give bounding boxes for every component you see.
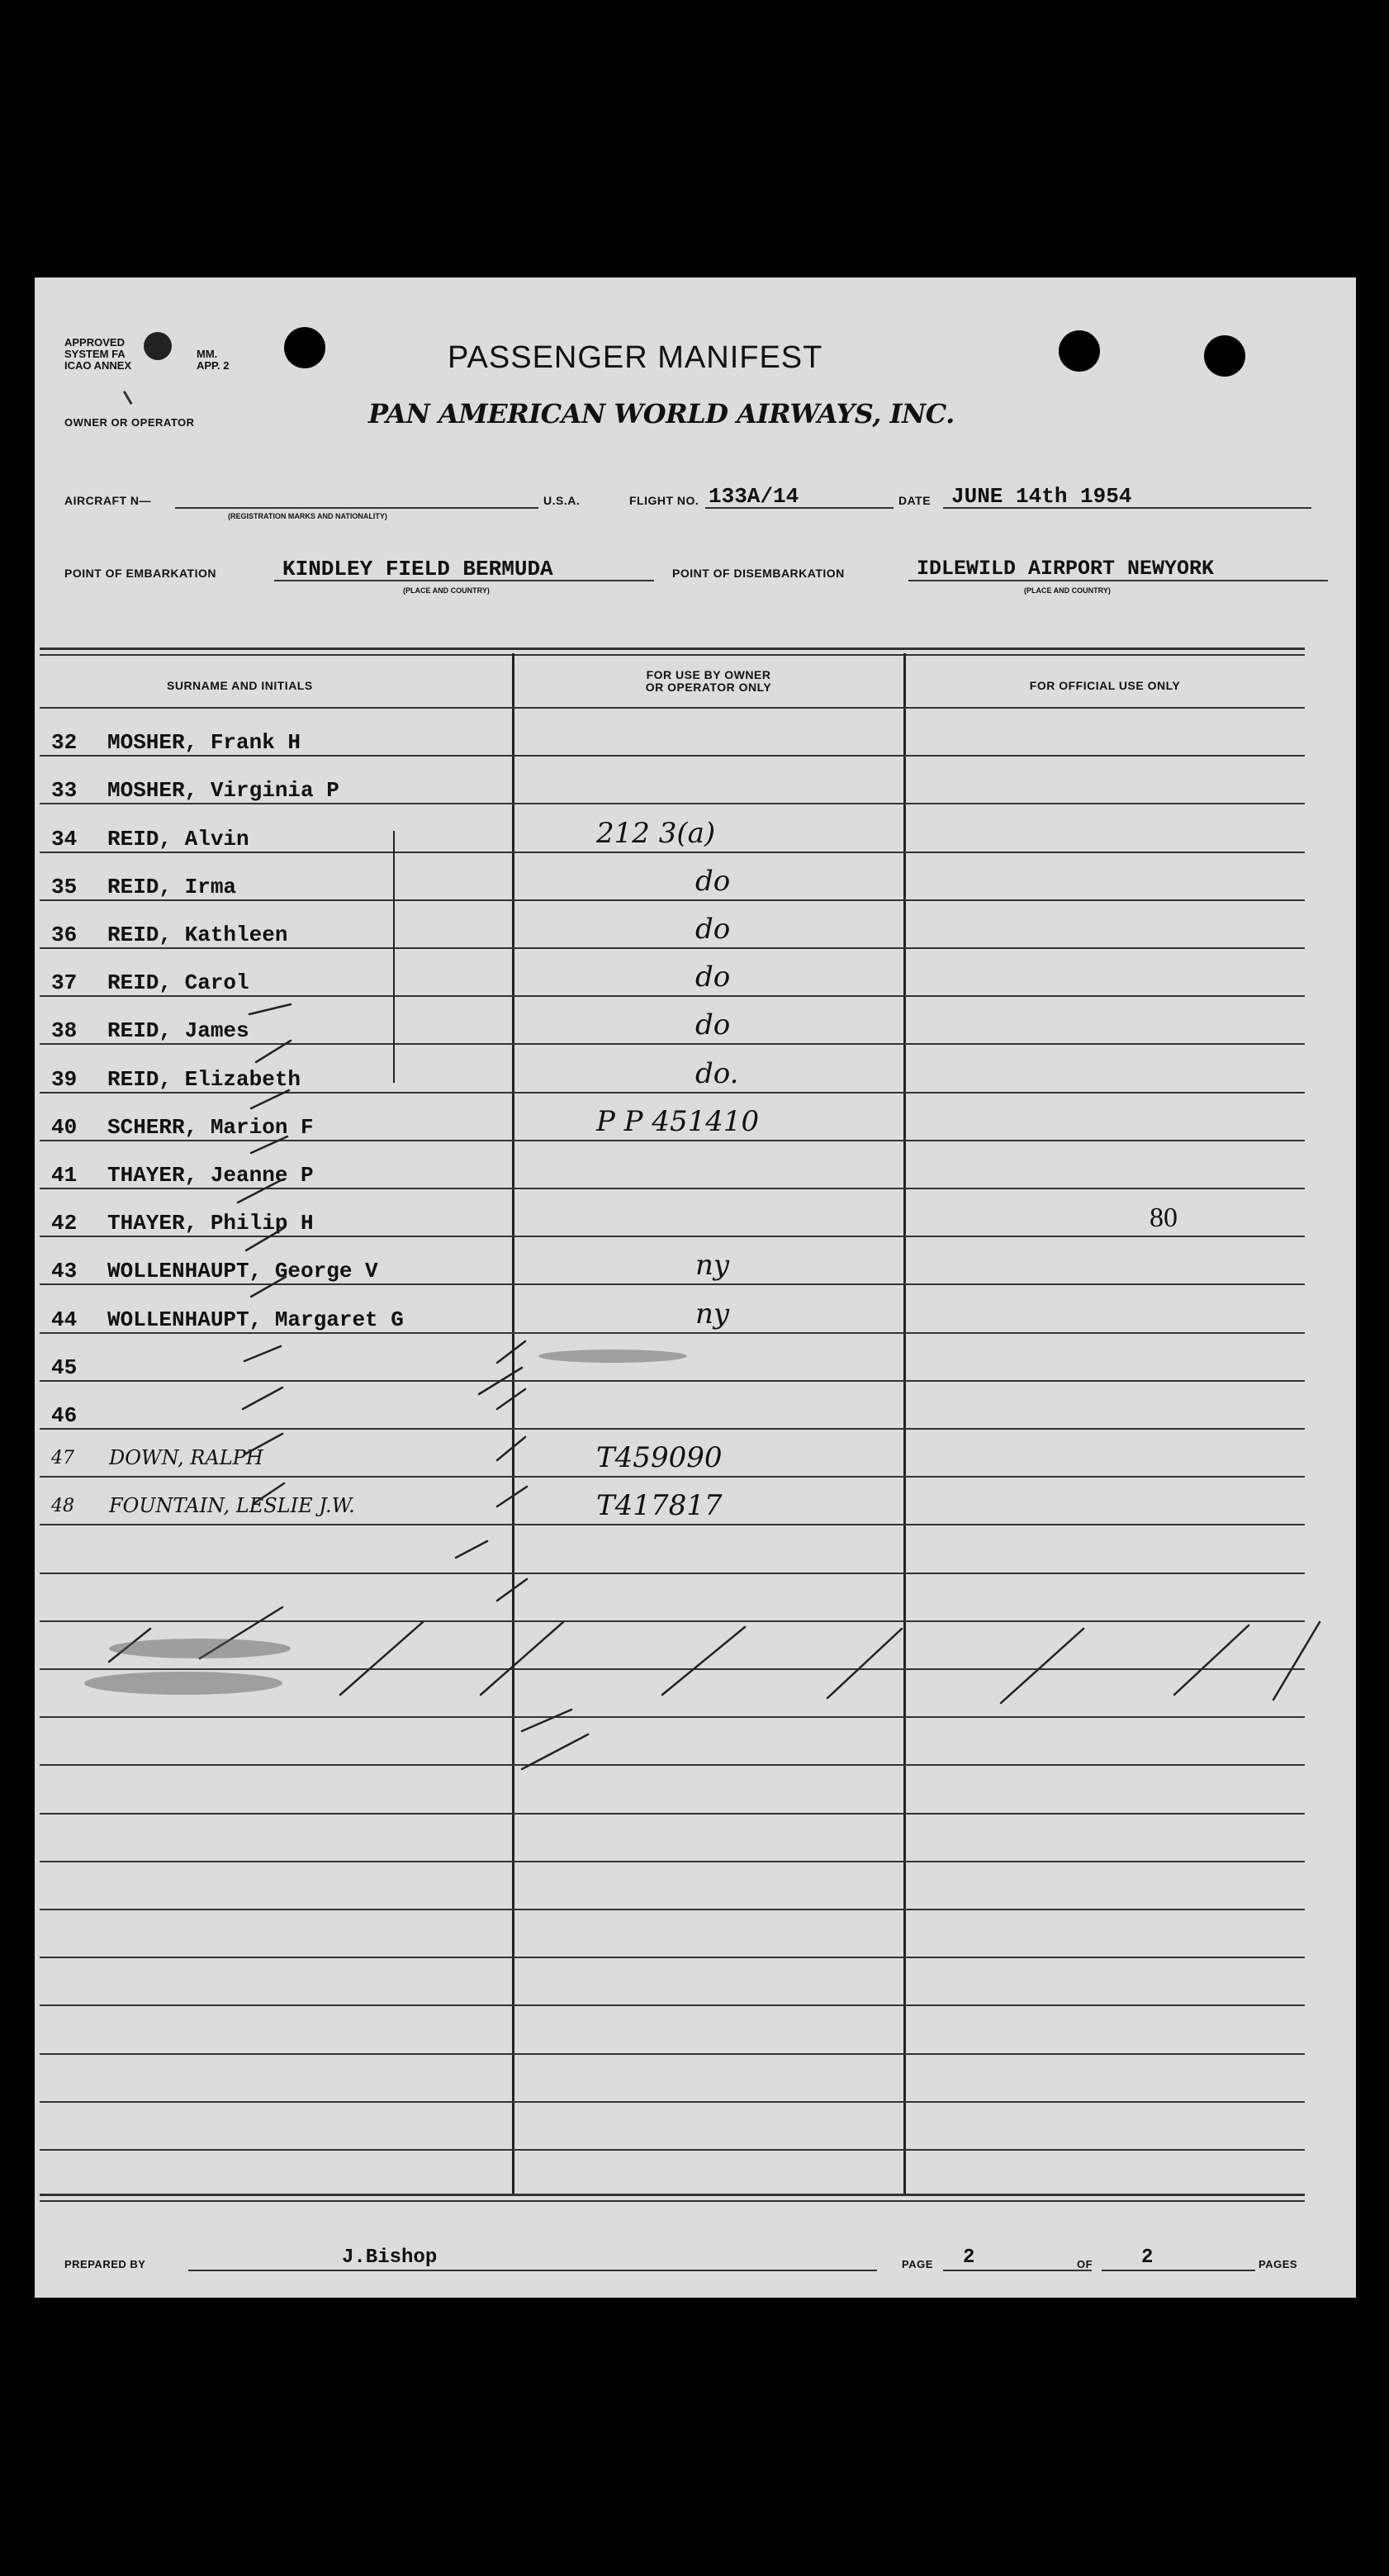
tick-mark	[497, 1389, 525, 1409]
passenger-name: REID, James	[107, 1018, 249, 1044]
row-number: 39	[51, 1066, 78, 1092]
embark-label: POINT OF EMBARKATION	[64, 567, 216, 580]
row-number: 37	[51, 970, 78, 996]
tick-mark	[497, 1437, 525, 1460]
passenger-name: REID, Elizabeth	[107, 1066, 301, 1092]
passenger-name: REID, Alvin	[107, 826, 249, 852]
tick-mark	[497, 1487, 527, 1506]
passenger-name: THAYER, Philip H	[107, 1211, 314, 1236]
passenger-name: WOLLENHAUPT, Margaret G	[107, 1307, 404, 1332]
row-number: 45	[51, 1354, 78, 1380]
flight-number: 133A/14	[709, 484, 799, 509]
row-number: 32	[51, 730, 78, 756]
row-number: 48	[51, 1496, 74, 1517]
owner-notation: T459090	[596, 1441, 723, 1475]
page-number: 2	[963, 2246, 975, 2269]
of-underline	[1102, 2270, 1255, 2271]
official-notation: 80	[1150, 1203, 1178, 1234]
strike-line	[340, 1622, 423, 1695]
row-number: 34	[51, 826, 78, 852]
passenger-name: THAYER, Jeanne P	[107, 1163, 314, 1188]
passenger-name: WOLLENHAUPT, George V	[107, 1259, 378, 1284]
row-number: 46	[51, 1403, 78, 1428]
tick-mark	[254, 1483, 284, 1503]
disembark-label: POINT OF DISEMBARKATION	[672, 567, 845, 580]
smudge	[84, 1672, 282, 1695]
column-header-owner-line-2: OR OPERATOR ONLY	[645, 681, 772, 694]
smudge	[109, 1639, 291, 1658]
table-bottom-border-2	[40, 2200, 1305, 2202]
page-underline	[943, 2270, 1092, 2271]
row-number: 38	[51, 1018, 78, 1044]
tick-mark	[249, 1004, 291, 1014]
prepared-by: J.Bishop	[342, 2246, 438, 2269]
passenger-name: REID, Carol	[107, 970, 249, 996]
passenger-name: REID, Irma	[107, 874, 237, 899]
owner-notation: do	[695, 1008, 731, 1042]
column-header-owner-line-1: FOR USE BY OWNER	[646, 668, 771, 681]
row-number: 40	[51, 1114, 78, 1140]
date-label: DATE	[898, 494, 932, 507]
tick-mark	[522, 1710, 571, 1731]
passenger-name: MOSHER, Virginia P	[107, 778, 339, 804]
embark-point: KINDLEY FIELD BERMUDA	[282, 557, 553, 581]
disembark-caption: (PLACE AND COUNTRY)	[1024, 586, 1111, 595]
strike-line	[1273, 1622, 1320, 1700]
table-bottom-border	[40, 2194, 1305, 2196]
column-header-surname: SURNAME AND INITIALS	[167, 679, 313, 692]
tick-mark	[251, 1090, 289, 1108]
embark-caption: (PLACE AND COUNTRY)	[403, 586, 490, 595]
tick-mark	[243, 1388, 282, 1409]
passenger-name: MOSHER, Frank H	[107, 730, 301, 756]
tick-mark	[251, 1277, 286, 1297]
tick-mark	[497, 1579, 527, 1601]
approval-line: ICAO ANNEX	[64, 359, 132, 372]
passenger-name: DOWN, RALPH	[109, 1446, 263, 1470]
row-number: 41	[51, 1163, 78, 1188]
of-label: OF	[1077, 2258, 1093, 2270]
passenger-name: REID, Kathleen	[107, 923, 288, 947]
tick-mark	[244, 1346, 281, 1361]
tick-mark	[256, 1041, 291, 1062]
nationality: U.S.A.	[543, 494, 581, 507]
strike-line	[1001, 1629, 1083, 1703]
strike-line	[827, 1629, 902, 1698]
total-pages: 2	[1141, 2246, 1154, 2269]
row-number: 36	[51, 923, 78, 947]
registration-caption: (REGISTRATION MARKS AND NATIONALITY)	[228, 512, 387, 520]
aircraft-label: AIRCRAFT N—	[64, 494, 152, 507]
row-number: 44	[51, 1307, 78, 1332]
row-number: 43	[51, 1259, 78, 1284]
owner-notation: P P 451410	[596, 1104, 760, 1138]
tick-mark	[479, 1368, 522, 1394]
disembark-point: IDLEWILD AIRPORT NEWYORK	[917, 557, 1215, 581]
page-label: PAGE	[902, 2258, 933, 2270]
owner-notation: T417817	[596, 1489, 723, 1523]
passenger-name: FOUNTAIN, LESLIE J.W.	[109, 1494, 355, 1518]
approval-line: APP. 2	[197, 359, 230, 372]
column-header-official: FOR OFFICIAL USE ONLY	[1029, 679, 1181, 692]
strike-marks	[35, 278, 1356, 2298]
manifest-sheet	[35, 278, 1356, 2298]
strike-line	[1174, 1625, 1249, 1695]
tick-mark	[522, 1734, 588, 1769]
approval-line: APPROVED	[64, 336, 125, 349]
tick-mark	[238, 1179, 282, 1203]
smudge	[538, 1350, 687, 1363]
flight-label: FLIGHT NO.	[629, 494, 699, 507]
prepared-label: PREPARED BY	[64, 2258, 146, 2270]
tick-mark	[246, 1434, 282, 1454]
tick-mark	[456, 1541, 487, 1558]
owner-notation: do.	[695, 1056, 739, 1090]
row-number: 35	[51, 874, 78, 899]
owner-notation: 212 3(a)	[596, 816, 716, 850]
owner-notation: ny	[695, 1249, 730, 1283]
owner-notation: do	[695, 864, 731, 898]
strike-line	[481, 1622, 563, 1695]
pages-label: PAGES	[1259, 2258, 1298, 2270]
prepared-underline	[188, 2270, 877, 2271]
owner-notation: do	[695, 913, 731, 946]
owner-label: OWNER OR OPERATOR	[64, 416, 195, 429]
tick-mark	[497, 1341, 525, 1363]
flight-date: JUNE 14th 1954	[951, 484, 1132, 509]
row-number: 42	[51, 1211, 78, 1236]
tick-mark	[246, 1229, 282, 1250]
page-title: PASSENGER MANIFEST	[448, 340, 823, 375]
row-number: 33	[51, 778, 78, 804]
operator-name: PAN AMERICAN WORLD AIRWAYS, INC.	[368, 398, 955, 429]
passenger-name: SCHERR, Marion F	[107, 1114, 314, 1140]
owner-notation: do	[695, 961, 731, 994]
row-number: 47	[51, 1448, 74, 1469]
tick-mark	[251, 1136, 287, 1153]
approval-line: MM.	[197, 348, 218, 360]
approval-line: SYSTEM FA	[64, 348, 126, 360]
owner-notation: ny	[695, 1297, 730, 1331]
strike-line	[662, 1627, 745, 1695]
